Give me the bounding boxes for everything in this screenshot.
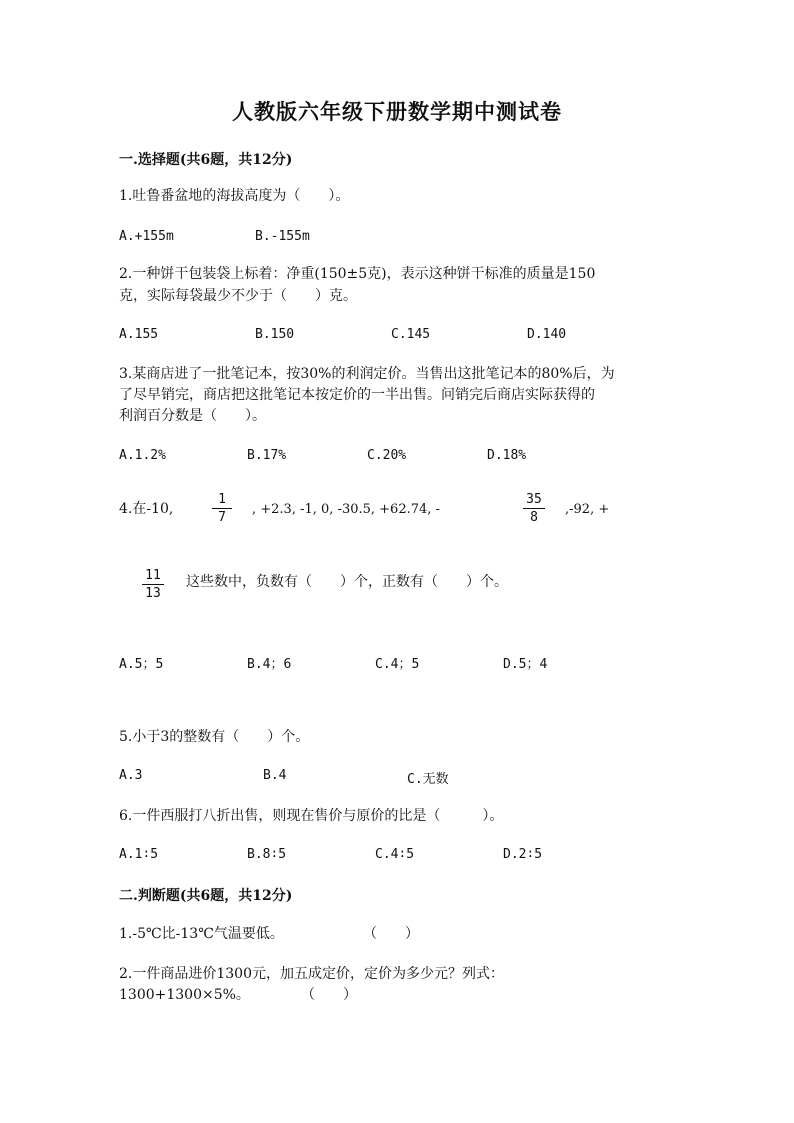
question-5-option-b: B.4 xyxy=(263,768,287,783)
question-6-option-a: A.1∶5 xyxy=(119,847,159,862)
question-1-text: 1.吐鲁番盆地的海拔高度为（ ）。 xyxy=(119,188,350,204)
judgement-2-line-2: 1300+1300×5%。 xyxy=(119,987,250,1003)
question-1-option-a: A.+155m xyxy=(119,229,174,244)
judgement-2-line-1: 2.一件商品进价1300元，加五成定价，定价为多少元？列式： xyxy=(119,966,504,982)
question-2-option-a: A.155 xyxy=(119,327,159,342)
question-4-option-c: C.4；5 xyxy=(375,657,420,672)
question-6-text: 6.一件西服打八折出售，则现在售价与原价的比是（ ）。 xyxy=(119,808,504,824)
section-heading-choice: 一.选择题(共6题，共12分) xyxy=(119,152,293,168)
question-6-option-d: D.2∶5 xyxy=(503,847,543,862)
question-2-line-1: 2.一种饼干包装袋上标着：净重(150±5克)，表示这种饼干标准的质量是150 xyxy=(119,266,596,282)
question-4-lead: 4.在-10, xyxy=(119,501,174,517)
question-3-option-d: D.18% xyxy=(487,448,527,463)
question-3-option-a: A.1.2% xyxy=(119,448,166,463)
question-5-option-a: A.3 xyxy=(119,768,143,783)
question-3-line-1: 3.某商店进了一批笔记本，按30%的利润定价。当售出这批笔记本的80%后，为 xyxy=(119,366,615,382)
question-4-middle: , +2.3, -1, 0, -30.5, +62.74, - xyxy=(252,502,440,517)
question-4-option-d: D.5；4 xyxy=(503,657,548,672)
judgement-2-blank: （ ） xyxy=(301,987,357,1003)
judgement-1-blank: （ ） xyxy=(363,926,419,942)
question-3-line-2: 了尽早销完，商店把这批笔记本按定价的一半出售。问销完后商店实际获得的 xyxy=(119,387,595,403)
question-4-tail: ,-92, + xyxy=(565,502,610,517)
question-6-option-b: B.8∶5 xyxy=(247,847,287,862)
question-4-fraction-1 xyxy=(212,492,232,525)
judgement-1-text: 1.-5℃比-13℃气温要低。 xyxy=(119,926,284,942)
question-6-option-c: C.4∶5 xyxy=(375,847,415,862)
fraction-denominator: 8 xyxy=(530,510,538,525)
fraction-numerator: 11 xyxy=(142,568,164,585)
question-2-option-d: D.140 xyxy=(527,327,567,342)
fraction-numerator: 1 xyxy=(212,492,232,509)
question-5-option-c: C.无数 xyxy=(407,772,449,787)
question-3-option-b: B.17% xyxy=(247,448,287,463)
question-4-fraction-3 xyxy=(142,568,164,601)
question-3-option-c: C.20% xyxy=(367,448,407,463)
question-2-line-2: 克，实际每袋最少不少于（ ）克。 xyxy=(119,288,357,304)
fraction-numerator: 35 xyxy=(523,492,545,509)
section-heading-judgement: 二.判断题(共6题，共12分) xyxy=(119,888,293,904)
question-4-line-2: 这些数中，负数有（ ）个，正数有（ ）个。 xyxy=(186,574,508,590)
question-5-text: 5.小于3的整数有（ ）个。 xyxy=(119,729,310,745)
page-title: 人教版六年级下册数学期中测试卷 xyxy=(232,99,562,124)
fraction-denominator: 7 xyxy=(218,510,226,525)
question-3-line-3: 利润百分数是（ ）。 xyxy=(119,408,266,424)
question-4-option-b: B.4；6 xyxy=(247,657,292,672)
question-4-option-a: A.5；5 xyxy=(119,657,164,672)
question-2-option-c: C.145 xyxy=(391,327,431,342)
question-2-option-b: B.150 xyxy=(255,327,295,342)
question-1-option-b: B.-155m xyxy=(255,229,310,244)
question-4-fraction-2 xyxy=(523,492,545,525)
fraction-denominator: 13 xyxy=(145,586,161,601)
